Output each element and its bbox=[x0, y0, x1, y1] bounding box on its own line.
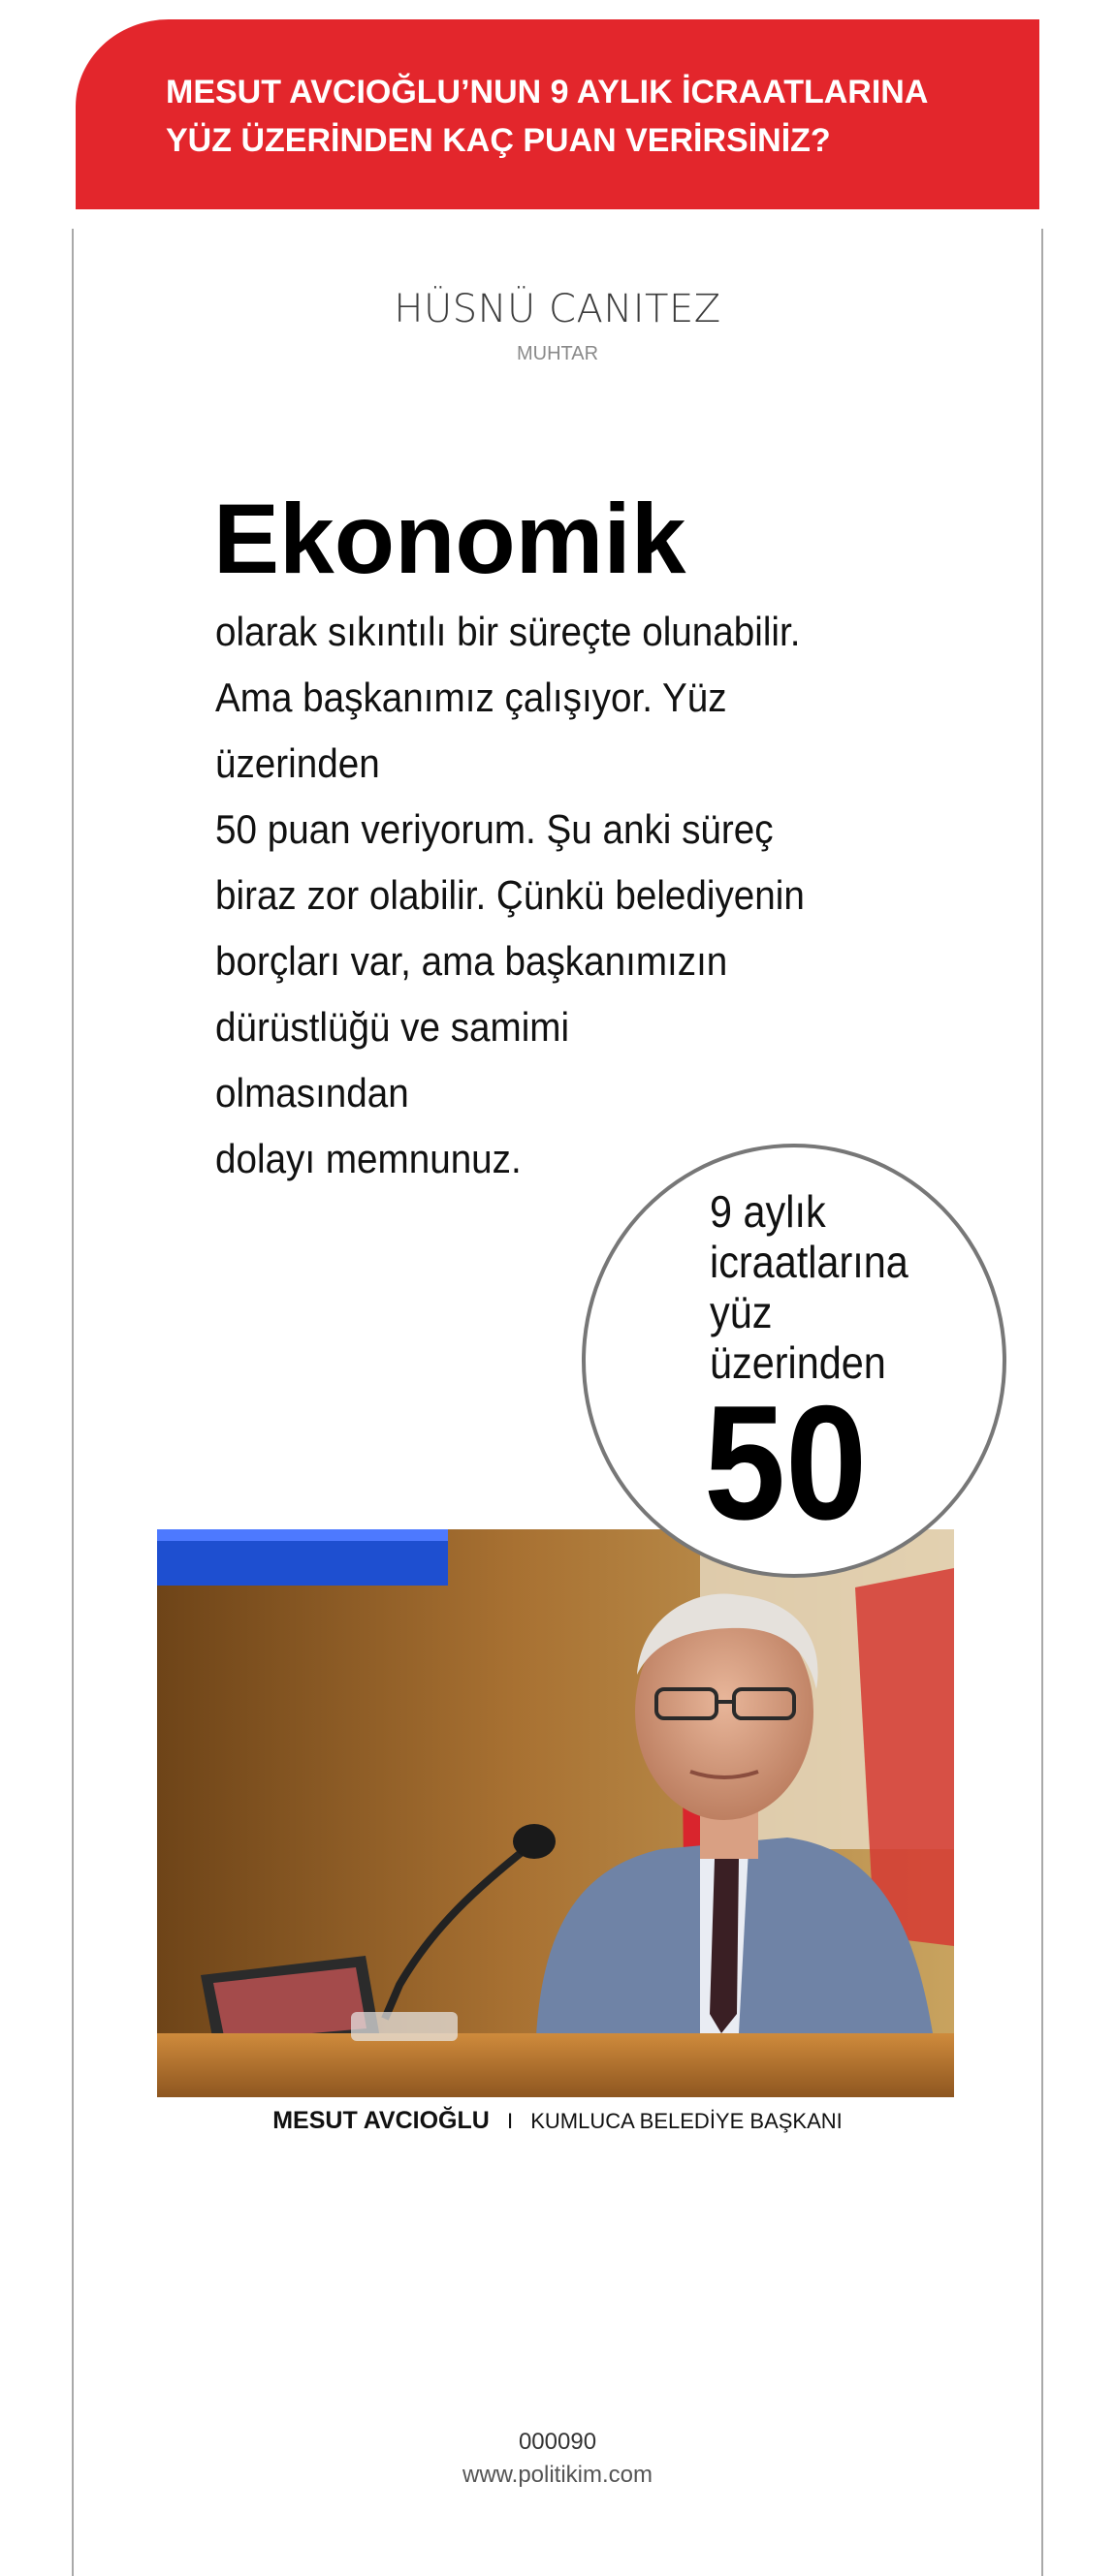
photo-caption-title: KUMLUCA BELEDİYE BAŞKANI bbox=[530, 2109, 843, 2133]
answer-body-text: olarak sıkıntılı bir süreçte olunabilir. Ama başkanımız çalışıyor. Yüz üzerinden 50 puan veriyorum. Şu anki süreç biraz zor olabilir. Çünkü belediyenin borçları var, ama başkanımızın dürüstlüğü ve samimi olmasından dolayı memnunuz. bbox=[215, 609, 805, 1181]
photo-caption bbox=[0, 2107, 1115, 2135]
website-link[interactable]: www.politikim.com bbox=[462, 2462, 653, 2488]
photo-caption-name: MESUT AVCIOĞLU bbox=[272, 2107, 490, 2134]
score-badge bbox=[582, 1144, 1006, 1578]
mayor-portrait-illustration bbox=[157, 1529, 954, 2097]
mayor-photo bbox=[157, 1529, 954, 2097]
respondent-name: HÜSNÜ CANITEZ bbox=[394, 287, 721, 331]
score-caption: 9 aylık icraatlarına yüz üzerinden bbox=[710, 1186, 908, 1388]
frame-left-border bbox=[72, 229, 74, 2576]
respondent-role: MUHTAR bbox=[516, 343, 599, 364]
score-value: 50 bbox=[704, 1371, 868, 1554]
page-code: 000090 bbox=[518, 2429, 597, 2455]
answer-lead-word: Ekonomik bbox=[213, 484, 686, 594]
frame-right-border bbox=[1041, 229, 1043, 2576]
banner-question-title: MESUT AVCIOĞLU’NUN 9 AYLIK İCRAATLARINA YÜZ ÜZERİNDEN KAÇ PUAN VERİRSİNİZ? bbox=[166, 74, 929, 159]
photo-caption-separator: I bbox=[506, 2109, 514, 2133]
